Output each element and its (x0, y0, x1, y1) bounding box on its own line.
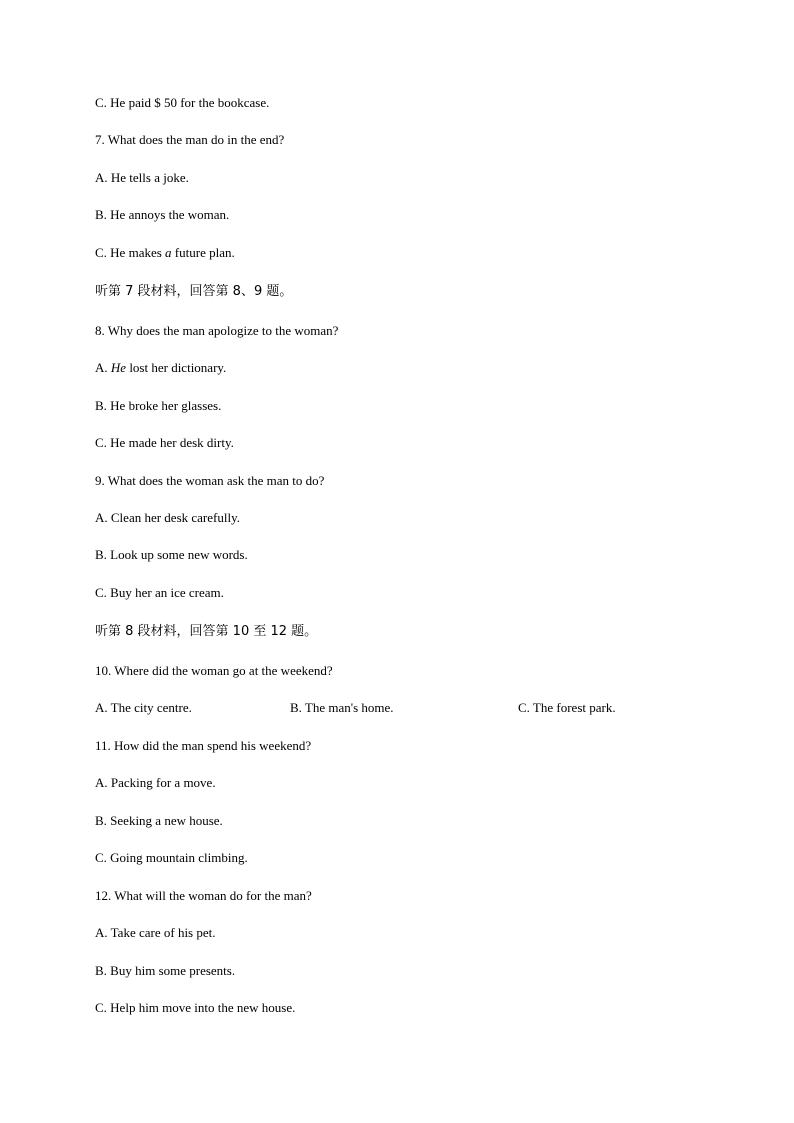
q12-option-c: C. Help him move into the new house. (95, 1000, 296, 1015)
q11-option-c: C. Going mountain climbing. (95, 850, 248, 865)
q11-option-b: B. Seeking a new house. (95, 813, 223, 828)
q12-option-b: B. Buy him some presents. (95, 963, 236, 978)
q9-question: 9. What does the woman ask the man to do? (95, 473, 325, 488)
q8-question: 8. Why does the man apologize to the woman? (95, 323, 339, 338)
q10-option-a: A. The city centre. (95, 700, 192, 715)
q7-option-b: B. He annoys the woman. (95, 207, 230, 222)
q7-question: 7. What does the man do in the end? (95, 132, 285, 147)
section-8-instruction: 听第 8 段材料，回答第 10 至 12 题。 (95, 624, 318, 639)
q8-option-a-post: lost her dictionary. (126, 360, 227, 375)
q12-question: 12. What will the woman do for the man? (95, 888, 312, 903)
q9-option-b: B. Look up some new words. (95, 547, 248, 562)
q6-option-c: C. He paid $ 50 for the bookcase. (95, 95, 270, 110)
q12-option-a: A. Take care of his pet. (95, 925, 216, 940)
q10-option-b: B. The man's home. (290, 700, 394, 715)
q10-option-c: C. The forest park. (518, 700, 616, 715)
q8-option-c: C. He made her desk dirty. (95, 435, 234, 450)
q7-option-a: A. He tells a joke. (95, 170, 189, 185)
q7-option-c-post: future plan. (171, 245, 235, 260)
q10-options (95, 700, 715, 716)
q9-option-a: A. Clean her desk carefully. (95, 510, 240, 525)
q8-option-a (95, 360, 226, 376)
q10-question: 10. Where did the woman go at the weekend? (95, 663, 333, 678)
q11-question: 11. How did the man spend his weekend? (95, 738, 312, 753)
q9-option-c: C. Buy her an ice cream. (95, 585, 224, 600)
q8-option-a-label: A. (95, 360, 111, 375)
section-7-instruction: 听第 7 段材料，回答第 8、9 题。 (95, 284, 293, 299)
q7-option-c-pre: C. He makes (95, 245, 166, 260)
q8-option-a-italic: He (110, 360, 127, 375)
q8-option-b: B. He broke her glasses. (95, 398, 222, 413)
q7-option-c (95, 245, 235, 261)
q11-option-a: A. Packing for a move. (95, 775, 216, 790)
q7-option-c-italic: a (165, 245, 172, 260)
